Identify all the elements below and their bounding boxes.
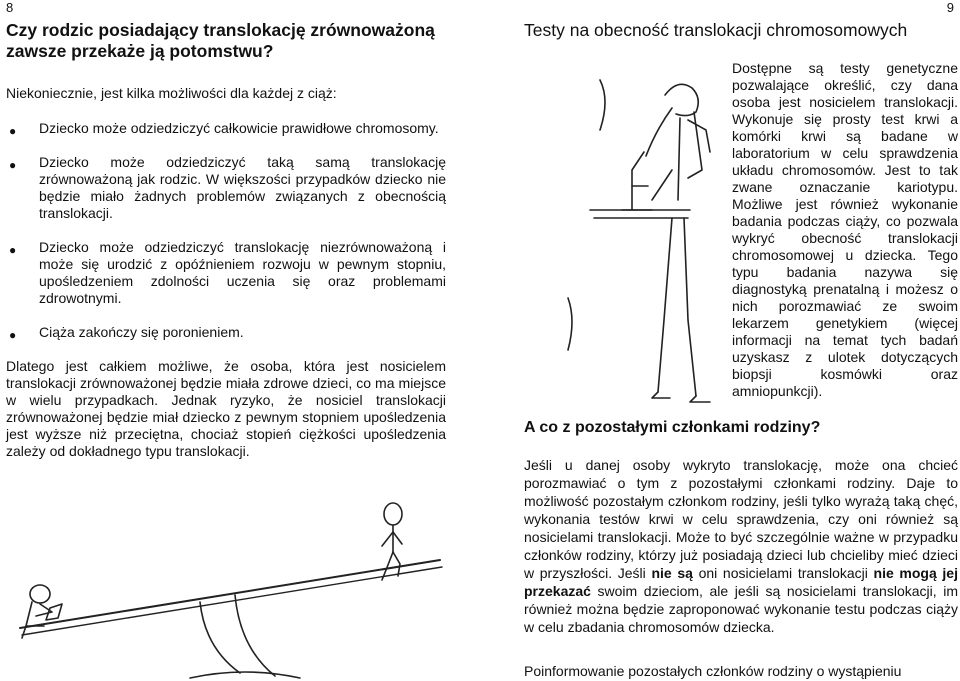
list-item: ● Dziecko może odziedziczyć taką samą translokację zrównoważoną jak rodzic. W większości przypadków dziecko nie będzie miało żadnych problemów związanych z obecnością translokacji.: [9, 154, 446, 221]
family-members-heading: A co z pozostałymi członkami rodziny?: [524, 419, 821, 436]
doctor-microscope-illustration: [560, 60, 730, 410]
left-conclusion: Dlatego jest całkiem możliwe, że osoba, która jest nosicielem translokacji zrównoważonej będzie miała zdrowe dzieci, co ma miejsce w wielu przypadkach. Jednak ryzyko, że nosiciel translokacji zrównoważonej będzie miał dziecko z pewnym stopniem upośledzenia jest wyższe niż przeciętna, chociaż stopień ciężkości upośledzenia zależy od dokładnego typu translokacji.: [6, 358, 446, 459]
bullet-icon: ●: [9, 124, 17, 138]
bullet-icon: ●: [9, 158, 17, 172]
bottom-text-line: Poinformowanie pozostałych członków rodziny o wystąpieniu: [524, 663, 902, 679]
list-item: ● Dziecko może odziedziczyć translokację niezrównoważoną i może się urodzić z opóźnieniem rozwoju w pewnym stopniu, upośledzeniem zdolności uczenia się oraz problemami zdrowotnymi.: [9, 239, 446, 306]
page-number-left: 8: [6, 0, 14, 15]
left-intro: Niekoniecznie, jest kilka możliwości dla każdej z ciąż:: [6, 85, 337, 101]
family-members-paragraph: Jeśli u danej osoby wykryto translokację, może ona chcieć porozmawiać o tym z pozostałymi członkami rodziny. Daje to możliwość pozostałym członkom rodziny, jeśli tylko wyrażą taką chęć, wykonania testów krwi w celu sprawdzenia, czy oni również są nosicielami translokacji. Może to być szczególnie ważne w przypadku członków rodziny, którzy już posiadają dzieci lub chcieliby mieć dzieci w przyszłości. Jeśli nie są oni nosicielami translokacji nie mogą jej przekazać swoim dzieciom, ale jeśli są nosicielami translokacji, im również można będzie zaproponować wykonanie testu podczas ciąży w celu zbadania chromosomów dziecka.: [524, 457, 958, 635]
list-item: ● Dziecko może odziedziczyć całkowicie prawidłowe chromosomy.: [9, 120, 439, 138]
page-number-right: 9: [946, 0, 954, 15]
left-page-content: [6, 20, 446, 460]
list-item: ● Ciąża zakończy się poronieniem.: [9, 324, 244, 342]
seesaw-illustration: [0, 498, 470, 681]
bullet-icon: ●: [9, 328, 17, 342]
left-page-title: Czy rodzic posiadający translokację zrównoważoną zawsze przekaże ją potomstwu?: [6, 20, 435, 61]
tests-description: Dostępne są testy genetyczne pozwalające określić, czy dana osoba jest nosicielem translokacji. Wykonuje się prosty test krwi a komórki krwi są badane w laboratorium w celu sprawdzenia układu chromosomów. Jest to tak zwane oznaczanie kariotypu. Możliwe jest również wykonanie badania podczas ciąży, co pozwala wykryć obecność translokacji chromosomowej u dziecka. Tego typu badania nazywa się diagnostyką prenatalną i możesz o nich porozmawiać ze swoim lekarzem genetykiem (więcej informacji na temat tych badań uzyskasz z ulotek dotyczących biopsji kosmówki oraz amniopunkcji).: [732, 60, 958, 399]
right-page-title: Testy na obecność translokacji chromosomowych: [524, 20, 908, 40]
bullet-icon: ●: [9, 243, 17, 257]
possibilities-list: [6, 120, 446, 341]
right-page-header: [524, 20, 958, 41]
